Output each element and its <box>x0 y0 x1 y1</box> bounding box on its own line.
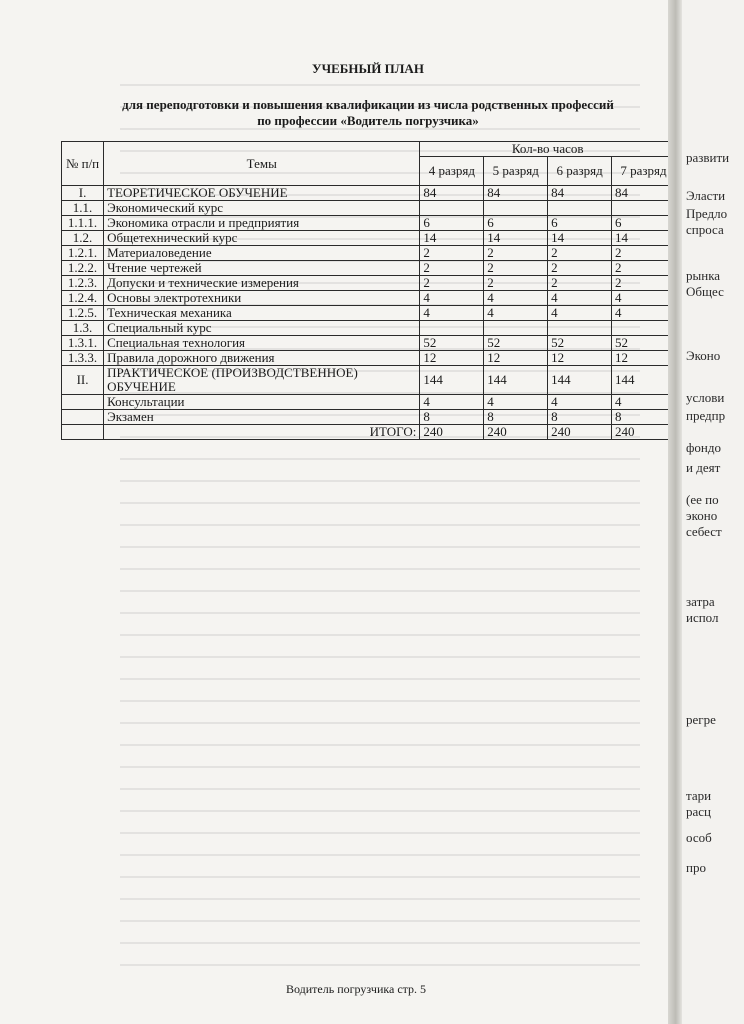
adjacent-page-fragment: Эласти <box>686 188 726 203</box>
row-topic: Экзамен <box>104 410 420 425</box>
row-hours: 144 <box>484 366 548 395</box>
table-row <box>62 366 676 395</box>
adjacent-page-fragment: рынка <box>686 268 721 283</box>
row-hours: 2 <box>612 276 676 291</box>
header-num: № п/п <box>62 142 104 186</box>
adjacent-page-fragment: особ <box>686 830 712 845</box>
row-hours <box>484 201 548 216</box>
table-row <box>62 351 676 366</box>
table-row <box>62 395 676 410</box>
row-hours: 4 <box>548 291 612 306</box>
adjacent-page-fragment: расц <box>686 804 711 819</box>
header-hours: Кол-во часов <box>420 142 676 157</box>
row-hours: 144 <box>420 366 484 395</box>
row-hours: 12 <box>420 351 484 366</box>
row-hours: 2 <box>612 246 676 261</box>
adjacent-page-fragment: про <box>686 860 706 875</box>
row-number: 1.1.1. <box>62 216 104 231</box>
row-hours: 4 <box>484 395 548 410</box>
row-hours: 84 <box>548 186 612 201</box>
adjacent-page-fragment: услови <box>686 390 725 405</box>
row-hours: 4 <box>484 291 548 306</box>
row-hours: 12 <box>548 351 612 366</box>
row-hours: 4 <box>612 291 676 306</box>
total-hours: 240 <box>420 425 484 440</box>
table-row <box>62 186 676 201</box>
row-hours: 84 <box>484 186 548 201</box>
row-topic: Допуски и технические измерения <box>104 276 420 291</box>
row-hours: 4 <box>420 395 484 410</box>
table-row <box>62 246 676 261</box>
row-number: I. <box>62 186 104 201</box>
row-hours: 6 <box>548 216 612 231</box>
row-hours: 2 <box>548 261 612 276</box>
row-topic: Консультации <box>104 395 420 410</box>
curriculum-table <box>61 141 676 440</box>
row-number: 1.2.1. <box>62 246 104 261</box>
row-hours <box>612 321 676 336</box>
row-hours: 2 <box>612 261 676 276</box>
row-hours: 144 <box>612 366 676 395</box>
row-number <box>62 410 104 425</box>
table-row <box>62 410 676 425</box>
table-row <box>62 216 676 231</box>
adjacent-page-fragment: предпр <box>686 408 726 423</box>
adjacent-page-fragment: Эконо <box>686 348 721 363</box>
header-topics: Темы <box>104 142 420 186</box>
row-number: 1.2.5. <box>62 306 104 321</box>
row-hours: 6 <box>484 216 548 231</box>
row-number: II. <box>62 366 104 395</box>
adjacent-page-fragment: развити <box>686 150 730 165</box>
row-hours: 8 <box>548 410 612 425</box>
total-label: ИТОГО: <box>104 425 420 440</box>
row-hours: 4 <box>548 395 612 410</box>
row-number: 1.3.3. <box>62 351 104 366</box>
row-topic: Экономика отрасли и предприятия <box>104 216 420 231</box>
row-hours: 4 <box>612 306 676 321</box>
row-hours: 14 <box>612 231 676 246</box>
adjacent-page-fragment: (ее по <box>686 492 719 507</box>
row-number: 1.3. <box>62 321 104 336</box>
row-hours <box>420 201 484 216</box>
row-hours: 84 <box>612 186 676 201</box>
row-topic: Специальная технология <box>104 336 420 351</box>
row-hours <box>548 201 612 216</box>
book-spine <box>668 0 682 1024</box>
adjacent-page-fragment: испол <box>686 610 719 625</box>
page-footer: Водитель погрузчика стр. 5 <box>286 982 427 996</box>
row-number: 1.2.2. <box>62 261 104 276</box>
row-topic: ТЕОРЕТИЧЕСКОЕ ОБУЧЕНИЕ <box>104 186 420 201</box>
header-grade: 6 разряд <box>548 157 612 186</box>
row-hours <box>548 321 612 336</box>
row-hours: 2 <box>420 246 484 261</box>
adjacent-page-fragment: фондо <box>686 440 721 455</box>
row-number: 1.1. <box>62 201 104 216</box>
row-number: 1.2.3. <box>62 276 104 291</box>
document-subtitle-line2: по профессии «Водитель погрузчика» <box>257 113 479 128</box>
total-hours: 240 <box>484 425 548 440</box>
row-hours: 4 <box>420 291 484 306</box>
row-hours: 2 <box>420 276 484 291</box>
adjacent-page-fragment: регре <box>686 712 716 727</box>
header-grade: 7 разряд <box>612 157 676 186</box>
row-topic: Чтение чертежей <box>104 261 420 276</box>
total-empty-cell <box>62 425 104 440</box>
row-hours: 52 <box>420 336 484 351</box>
table-row <box>62 291 676 306</box>
adjacent-page-fragment: Общес <box>686 284 724 299</box>
row-hours: 144 <box>548 366 612 395</box>
total-hours: 240 <box>612 425 676 440</box>
row-hours: 6 <box>612 216 676 231</box>
table-row <box>62 336 676 351</box>
row-number: 1.3.1. <box>62 336 104 351</box>
adjacent-page-fragment: затра <box>686 594 715 609</box>
row-topic: Правила дорожного движения <box>104 351 420 366</box>
row-topic: Основы электротехники <box>104 291 420 306</box>
row-hours: 52 <box>484 336 548 351</box>
header-grade: 4 разряд <box>420 157 484 186</box>
header-grade: 5 разряд <box>484 157 548 186</box>
row-hours <box>612 201 676 216</box>
table-row <box>62 231 676 246</box>
row-hours: 2 <box>420 261 484 276</box>
document-subtitle-line1: для переподготовки и повышения квалификации из числа родственных профессий <box>122 97 614 112</box>
row-topic: Специальный курс <box>104 321 420 336</box>
table-row <box>62 321 676 336</box>
row-hours: 6 <box>420 216 484 231</box>
row-hours: 14 <box>484 231 548 246</box>
row-hours: 12 <box>484 351 548 366</box>
adjacent-page <box>682 0 744 1024</box>
adjacent-page-fragment: тари <box>686 788 712 803</box>
adjacent-page-fragment: спроса <box>686 222 724 237</box>
document-title: УЧЕБНЫЙ ПЛАН <box>312 61 424 76</box>
row-hours <box>420 321 484 336</box>
adjacent-page-fragment: себест <box>686 524 722 539</box>
table-row <box>62 261 676 276</box>
total-hours: 240 <box>548 425 612 440</box>
row-topic: Техническая механика <box>104 306 420 321</box>
row-hours: 2 <box>548 276 612 291</box>
row-hours: 2 <box>484 276 548 291</box>
row-number <box>62 395 104 410</box>
row-hours: 2 <box>484 246 548 261</box>
row-hours: 52 <box>612 336 676 351</box>
row-hours <box>484 321 548 336</box>
table-row <box>62 201 676 216</box>
adjacent-page-fragment: Предло <box>686 206 728 221</box>
row-topic: Общетехнический курс <box>104 231 420 246</box>
row-topic: ПРАКТИЧЕСКОЕ (ПРОИЗВОДСТВЕННОЕ) ОБУЧЕНИЕ <box>104 366 420 395</box>
row-hours: 4 <box>612 395 676 410</box>
table-row <box>62 306 676 321</box>
row-hours: 2 <box>548 246 612 261</box>
row-hours: 84 <box>420 186 484 201</box>
row-hours: 12 <box>612 351 676 366</box>
row-hours: 14 <box>548 231 612 246</box>
adjacent-page-fragment: и деят <box>686 460 721 475</box>
row-number: 1.2. <box>62 231 104 246</box>
row-hours: 4 <box>420 306 484 321</box>
adjacent-page-fragment: эконо <box>686 508 718 523</box>
row-topic: Материаловедение <box>104 246 420 261</box>
row-hours: 4 <box>548 306 612 321</box>
row-hours: 8 <box>484 410 548 425</box>
total-row <box>62 425 676 440</box>
row-number: 1.2.4. <box>62 291 104 306</box>
row-hours: 52 <box>548 336 612 351</box>
row-hours: 4 <box>484 306 548 321</box>
row-hours: 8 <box>612 410 676 425</box>
row-topic: Экономический курс <box>104 201 420 216</box>
row-hours: 14 <box>420 231 484 246</box>
row-hours: 8 <box>420 410 484 425</box>
table-row <box>62 276 676 291</box>
row-hours: 2 <box>484 261 548 276</box>
